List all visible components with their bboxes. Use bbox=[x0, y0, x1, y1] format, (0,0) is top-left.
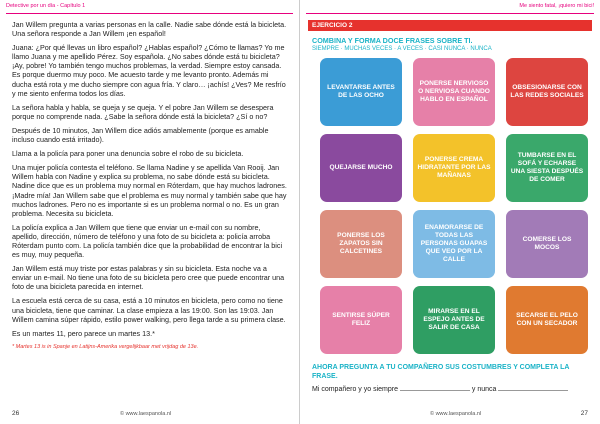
frequency-list: SIEMPRE · MUCHAS VECES · A VECES · CASI NUNCA · NUNCA bbox=[312, 46, 492, 52]
phrase-card: MIRARSE EN EL ESPEJO ANTES DE SALIR DE CASA bbox=[413, 286, 495, 354]
blank-line[interactable] bbox=[498, 384, 568, 391]
paragraph: La señora habla y habla, se queja y se queja. Y el pobre Jan Willem se desespera porque no comprende nada. ¿Sabe la señora dónde está la bicicleta? ¿Sí o no? bbox=[12, 102, 274, 121]
story-text bbox=[12, 20, 287, 352]
site-credit-right: © www.laespanola.nl bbox=[430, 411, 482, 417]
right-page bbox=[300, 0, 600, 424]
exercise-tag: EJERCICIO 2 bbox=[308, 20, 592, 31]
paragraph: La policía explica a Jan Willem que tiene que enviar un e-mail con su nombre, apellido, dirección, número de teléfono y una foto de su bicicleta a: policía arroba Róterdam punto com. La policía también dice que la probabilidad de encontrar la bici es muy, muy pequeña. bbox=[12, 222, 283, 260]
page-number-right: 27 bbox=[580, 410, 588, 417]
bottom-task: AHORA PREGUNTA A TU COMPAÑERO SUS COSTUMBRES Y COMPLETA LA FRASE. bbox=[312, 364, 570, 380]
fill-mid: y nunca bbox=[471, 386, 497, 393]
phrase-card: PONERSE NERVIOSO O NERVIOSA CUANDO HABLO EN ESPAÑOL bbox=[413, 58, 495, 126]
phrase-card: OBSESIONARSE CON LAS REDES SOCIALES bbox=[506, 58, 588, 126]
paragraph: Llama a la policía para poner una denuncia sobre el robo de su bicicleta. bbox=[12, 149, 244, 159]
phrase-card: PONERSE CREMA HIDRATANTE POR LAS MAÑANAS bbox=[413, 134, 495, 202]
phrase-card: TUMBARSE EN EL SOFÁ Y ECHARSE UNA SIESTA DESPUÉS DE COMER bbox=[506, 134, 588, 202]
phrase-card: ENAMORARSE DE TODAS LAS PERSONAS GUAPAS QUE VEO POR LA CALLE bbox=[413, 210, 495, 278]
paragraph: Es un martes 11, pero parece un martes 13.* bbox=[12, 328, 155, 338]
left-header: Detective por un día - Capítulo 1 bbox=[6, 0, 293, 14]
site-credit-left: © www.laespanola.nl bbox=[120, 411, 172, 417]
paragraph: Jan Willem está muy triste por estas palabras y sin su bicicleta. Esta noche va a enviar un e-mail. No tiene una foto de su bicicleta pero cree que puede encontrar una foto de una bicicleta parecida en internet. bbox=[12, 264, 285, 292]
phrase-card-grid bbox=[320, 58, 588, 354]
fill-in-sentence bbox=[312, 384, 568, 393]
task-title: COMBINA Y FORMA DOCE FRASES SOBRE TI. bbox=[312, 36, 473, 45]
phrase-card: SECARSE EL PELO CON UN SECADOR bbox=[506, 286, 588, 354]
page-number-left: 26 bbox=[12, 410, 20, 417]
paragraph: Una mujer policía contesta el teléfono. Se llama Nadine y se apellida Van Rooij. Jan Willem habla con Nadine y explica su problema, no sabe dónde está su bicicleta. Nadine dice que es un problema muy normal en Róterdam, que hay muchos ladrones. ¡Madre mía! Jan Willem sabe que el problema es muy normal y también sabe que hay muchos ladrones. Pero no es importante si es un problema normal o no. Es un gran problema. Necesita su bicicleta. bbox=[12, 163, 287, 218]
paragraph: La escuela está cerca de su casa, está a 10 minutos en bicicleta, pero como no tiene una bicicleta, tiene que caminar. La clase empieza a las 19:00. Son las 19:03. Jan Willem camina súper rápido, estilo power walking, pero llega tarde a su primera clase. bbox=[12, 296, 286, 324]
paragraph: Después de 10 minutos, Jan Willem dice adiós amablemente (porque es amable incluso cuando está irritado). bbox=[12, 125, 269, 145]
phrase-card: QUEJARSE MUCHO bbox=[320, 134, 402, 202]
right-header: Me siento fatal, ¡quiero mi bici! bbox=[306, 0, 594, 14]
phrase-card: COMERSE LOS MOCOS bbox=[506, 210, 588, 278]
fill-start: Mi compañero y yo siempre bbox=[312, 386, 398, 393]
blank-line[interactable] bbox=[400, 384, 470, 391]
paragraph: Juana: ¿Por qué llevas un libro español? ¿Hablas español? ¿Cómo te llamas? Yo me llamo Juana y me apellido Pérez. Soy española. ¿No sabes dónde está tu bicicleta? ¡Ay, pobre! Yo también tengo muchos problemas, la verdad. Siempre estoy cansada. Es porque duermo muy poco. Me acuesto tarde y me levanto pronto. Además mi ducha está rota y me ducho siempre con agua fría. Y claro… ¡achís! ¿Ves? Me resfrío y me siento enferma todos los días. bbox=[12, 43, 286, 98]
footnote: * Martes 13 is in Spanje en Latijns-Amerika vergelijkbaar met vrijdag de 13e. bbox=[12, 343, 199, 350]
phrase-card: PONERSE LOS ZAPATOS SIN CALCETINES bbox=[320, 210, 402, 278]
phrase-card: SENTIRSE SÚPER FELIZ bbox=[320, 286, 402, 354]
paragraph: Jan Willem pregunta a varias personas en la calle. Nadie sabe dónde está la bicicleta. Una señora responde a Jan Willem ¡en español! bbox=[12, 20, 287, 39]
phrase-card: LEVANTARSE ANTES DE LAS OCHO bbox=[320, 58, 402, 126]
